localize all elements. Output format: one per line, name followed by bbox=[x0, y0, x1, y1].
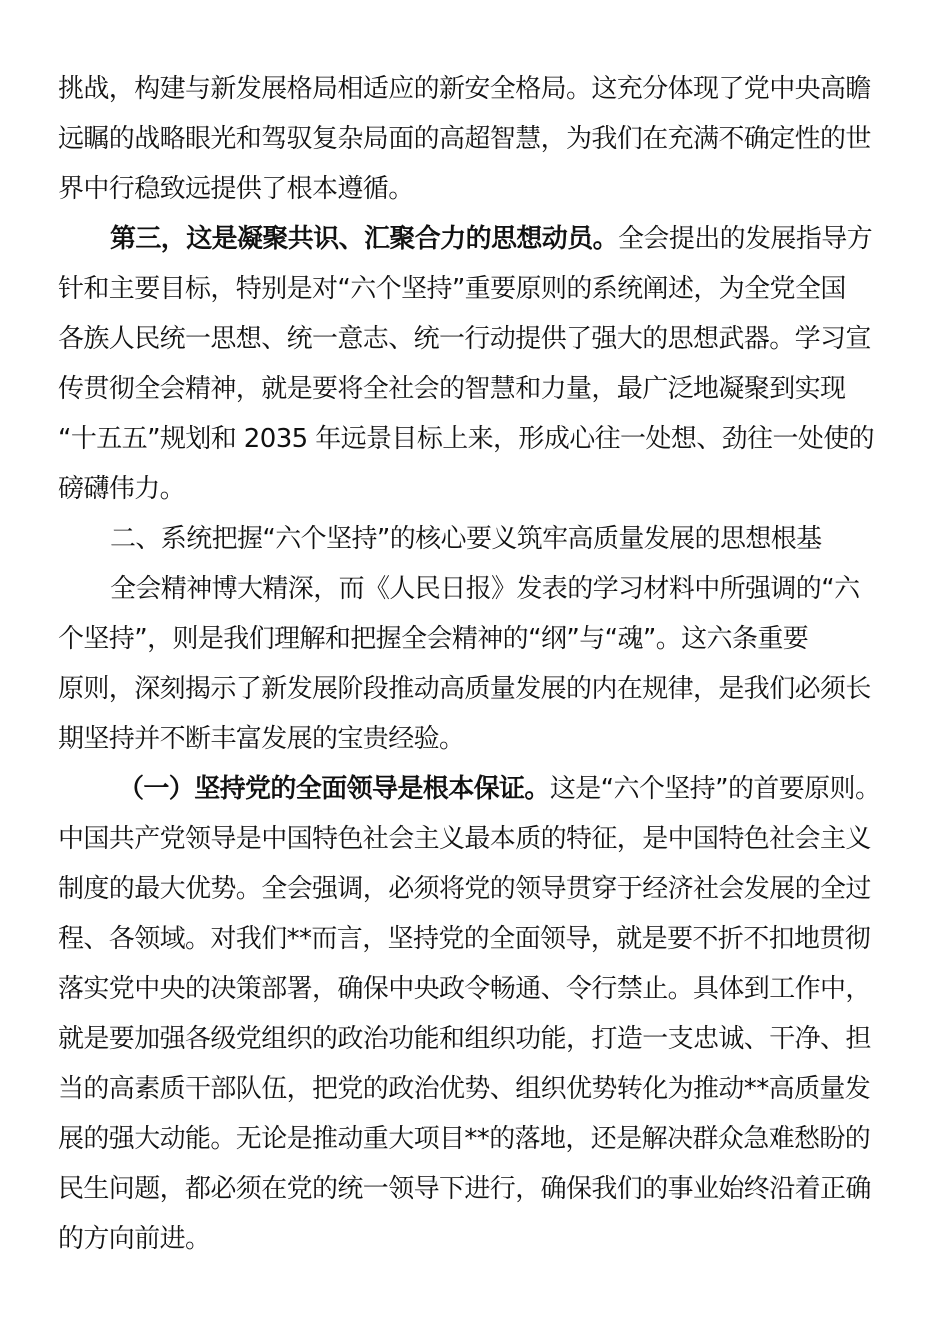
paragraph-line bbox=[58, 867, 898, 917]
paragraph-line bbox=[58, 1117, 898, 1167]
paragraph-line bbox=[58, 1217, 898, 1267]
text-run: “十五五”规划和 2035 年远景目标上来，形成心往一处想、劲往一处使的 bbox=[58, 424, 875, 454]
text-run: 就是要加强各级党组织的政治功能和组织功能，打造一支忠诚、干净、担 bbox=[58, 1024, 871, 1054]
text-run: 远瞩的战略眼光和驾驭复杂局面的高超智慧，为我们在充满不确定性的世 bbox=[58, 124, 871, 154]
paragraph-line bbox=[58, 617, 898, 667]
paragraph-line bbox=[58, 317, 898, 367]
text-run: 落实党中央的决策部署，确保中央政令畅通、令行禁止。具体到工作中， bbox=[58, 974, 871, 1004]
bold-lead-text: 第三，这是凝聚共识、汇聚合力的思想动员。 bbox=[110, 224, 619, 254]
text-run: 磅礴伟力。 bbox=[58, 474, 186, 504]
text-run: 挑战，构建与新发展格局相适应的新安全格局。这充分体现了党中央高瞻 bbox=[58, 74, 871, 104]
text-run: 全会精神博大精深，而《人民日报》发表的学习材料中所强调的“六 bbox=[110, 574, 860, 604]
paragraph-line bbox=[58, 967, 898, 1017]
text-run: 中国共产党领导是中国特色社会主义最本质的特征，是中国特色社会主义 bbox=[58, 824, 871, 854]
paragraph-line bbox=[58, 367, 898, 417]
text-run: 个坚持”，则是我们理解和把握全会精神的“纲”与“魂”。这六条重要 bbox=[58, 624, 809, 654]
bold-lead-text: （一）坚持党的全面领导是根本保证。 bbox=[118, 774, 550, 804]
paragraph-line bbox=[58, 467, 898, 517]
paragraph-line bbox=[58, 1167, 898, 1217]
heading-text: 二、系统把握“六个坚持”的核心要义筑牢高质量发展的思想根基 bbox=[110, 524, 822, 554]
paragraph-line-third-point bbox=[58, 217, 898, 267]
text-run: 的方向前进。 bbox=[58, 1224, 211, 1254]
text-run: 民生问题，都必须在党的统一领导下进行，确保我们的事业始终沿着正确 bbox=[58, 1174, 871, 1204]
paragraph-line bbox=[58, 567, 898, 617]
text-run: 传贯彻全会精神，就是要将全社会的智慧和力量，最广泛地凝聚到实现 bbox=[58, 374, 846, 404]
text-run: 这是“六个坚持”的首要原则。 bbox=[549, 774, 881, 804]
text-run: 针和主要目标，特别是对“六个坚持”重要原则的系统阐述，为全党全国 bbox=[58, 274, 846, 304]
paragraph-line bbox=[58, 1017, 898, 1067]
text-run: 程、各领域。对我们**而言，坚持党的全面领导，就是要不折不扣地贯彻 bbox=[58, 924, 871, 954]
paragraph-line bbox=[58, 917, 898, 967]
text-run: 各族人民统一思想、统一意志、统一行动提供了强大的思想武器。学习宣 bbox=[58, 324, 871, 354]
paragraph-line bbox=[58, 817, 898, 867]
section-heading bbox=[58, 517, 898, 567]
paragraph-line bbox=[58, 667, 898, 717]
text-run: 当的高素质干部队伍，把党的政治优势、组织优势转化为推动**高质量发 bbox=[58, 1074, 871, 1104]
text-run: 全会提出的发展指导方 bbox=[618, 224, 873, 254]
paragraph-line bbox=[58, 417, 898, 467]
text-run: 期坚持并不断丰富发展的宝贵经验。 bbox=[58, 724, 465, 754]
paragraph-line bbox=[58, 1067, 898, 1117]
paragraph-line bbox=[58, 267, 898, 317]
paragraph-line bbox=[58, 117, 898, 167]
document-body bbox=[58, 67, 898, 1267]
paragraph-line bbox=[58, 167, 898, 217]
paragraph-line bbox=[58, 717, 898, 767]
text-run: 界中行稳致远提供了根本遵循。 bbox=[58, 174, 414, 204]
text-run: 原则，深刻揭示了新发展阶段推动高质量发展的内在规律，是我们必须长 bbox=[58, 674, 871, 704]
text-run: 展的强大动能。无论是推动重大项目**的落地，还是解决群众急难愁盼的 bbox=[58, 1124, 871, 1154]
subsection-line bbox=[58, 767, 898, 817]
text-run: 制度的最大优势。全会强调，必须将党的领导贯穿于经济社会发展的全过 bbox=[58, 874, 871, 904]
paragraph-line bbox=[58, 67, 898, 117]
